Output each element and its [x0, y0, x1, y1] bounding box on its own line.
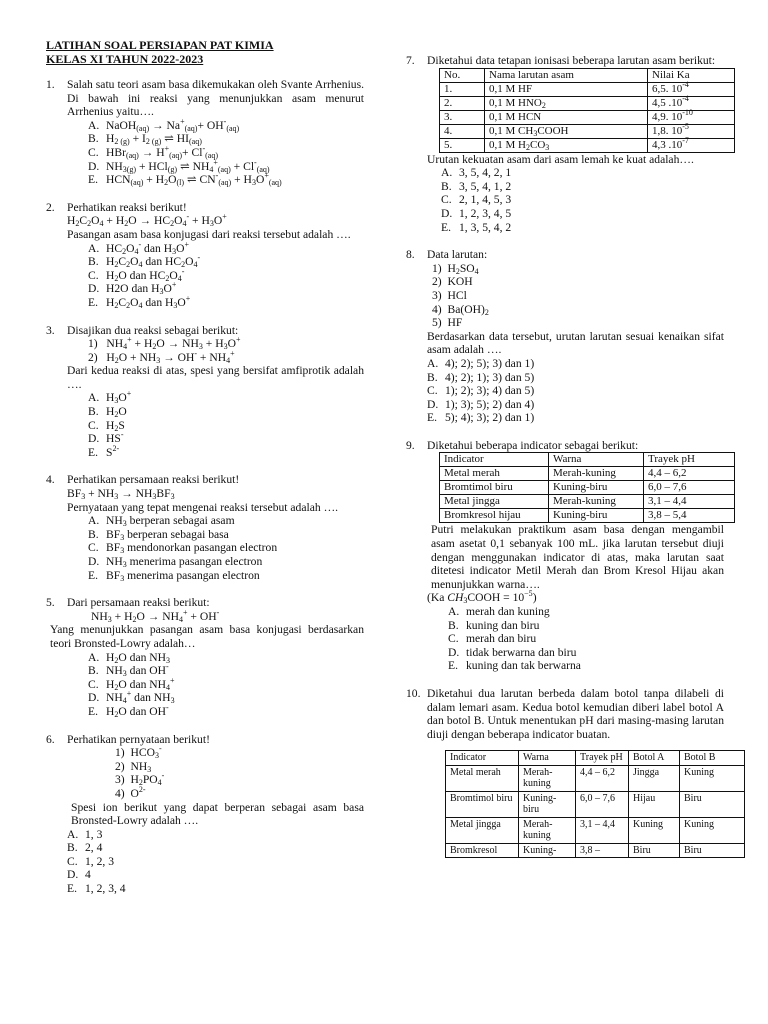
question-text: Diketahui beberapa indicator sebagai berikut: [427, 438, 639, 452]
option-c[interactable]: C. $BF_3$ mendonorkan pasangan electron [88, 541, 278, 556]
option-e[interactable]: E. $HCN_{(aq)} + H_2O_{(l)}$ ⇌ $CN^-_{(aq)} + H_3O^+_{(aq)}$ [88, 171, 282, 188]
table-header-row [440, 68, 735, 82]
option-d[interactable]: D. HS- [88, 430, 124, 446]
exam-title-line1: LATIHAN SOAL PERSIAPAN PAT KIMIA [46, 38, 274, 52]
option-a[interactable]: A. $HC_2O_4^-$ dan $H_3O^+$ [88, 239, 189, 256]
species-2: 2) $NH_3$ [115, 759, 152, 774]
option-e[interactable]: E. $H_2O$ dan OH- [88, 702, 169, 719]
question-prompt: Yang menunjukkan pasangan asam basa konjugasi berdasarkan teori Bronsted-Lowry adalah… [50, 623, 364, 650]
question-prompt: Pernyataan yang tepat mengenai reaksi tersebut adalah …. [67, 500, 339, 514]
table-row: 5. 0,1 M $H_2CO_3$ 4,3 $.10^{-7}$ [440, 138, 735, 152]
question-4 [46, 473, 364, 582]
table-row: 1. 0,1 M HF 6,5. $10^{-4}$ [440, 82, 735, 96]
option-d[interactable]: D. 1); 3); 5); 2) dan 4) [427, 397, 535, 411]
option-b[interactable]: B. 3, 5, 4, 1, 2 [441, 179, 512, 193]
question-prompt: Dari kedua reaksi di atas, spesi yang bersifat amfiprotik adalah …. [67, 364, 364, 391]
table-row: Bromtimol biru Kuning-biru 6,0 – 7,6 [440, 481, 735, 495]
solution-3: 3) HCl [432, 288, 467, 302]
table-row: Metal merah Merah-kuning 4,4 – 6,2 Jingga Kuning [446, 765, 745, 791]
option-e[interactable]: E. $S^{2-}$ [88, 443, 120, 459]
question-1 [46, 78, 364, 187]
question-text: Diketahui dua larutan berbeda dalam botol tanpa dilabeli di dalam lemari asam. Kedua botol kemudian diberi label botol A dan botol B. Untuk menentukan pH dari masing-masing larutan diuji dengan beberapa indicator buatan. [427, 687, 724, 741]
question-text: Salah satu teori asam basa dikemukakan oleh Svante Arrhenius. Di bawah ini reaksi yang menunjukkan asam menurut Arrhenius yaitu…. [67, 78, 364, 119]
reaction-list [88, 337, 364, 364]
option-a[interactable]: A. $H_3O^+$ [88, 389, 132, 406]
option-d[interactable]: D. H2O dan $H_3O^+$ [88, 280, 177, 297]
reaction-equation: $H_2C_2O_4 + H_2O \to HC_2O_4^- + H_3O^+$ [67, 212, 227, 229]
option-a[interactable]: A. 4); 2); 5); 3) dan 1) [427, 356, 535, 370]
question-10 [406, 687, 724, 858]
option-c[interactable]: C. 1); 2); 3); 4) dan 5) [427, 384, 535, 398]
question-3 [46, 324, 364, 460]
table-header: Nilai Ka [648, 68, 735, 82]
option-e[interactable]: E. 1, 2, 3, 4 [67, 882, 126, 896]
option-d[interactable]: D. 1, 2, 3, 4, 5 [441, 206, 512, 220]
indicator-bottle-table [445, 750, 745, 858]
indicator-table [439, 452, 735, 523]
species-1: 1) $HCO_3^-$ [115, 744, 162, 761]
option-d[interactable]: D. $NH_4^+$ dan $NH_3$ [88, 689, 175, 706]
option-b[interactable]: B. 4); 2); 1); 3) dan 5) [427, 370, 535, 384]
table-row: Metal jingga Merah-kuning 3,1 – 4,4 Kuning Kuning [446, 817, 745, 843]
option-a[interactable]: A. $NH_3$ berperan sebagai asam [88, 514, 235, 529]
question-8 [406, 248, 724, 425]
question-text: Dari persamaan reaksi berikut: [67, 596, 210, 610]
option-list [88, 514, 364, 582]
option-e[interactable]: E. $H_2C_2O_4$ dan $H_3O^+$ [88, 293, 191, 310]
option-b[interactable]: B. $BF_3$ berperan sebagai basa [88, 527, 229, 542]
option-a[interactable]: A. $H_2O$ dan $NH_3$ [88, 650, 171, 665]
option-d[interactable]: D. $NH_3$ menerima pasangan electron [88, 555, 263, 569]
option-d[interactable]: D. tidak berwarna dan biru [448, 645, 577, 659]
option-c[interactable]: C. $HBr_{(aq)} \to H^+_{(aq)}+ Cl^-_{(aq)}$ [88, 143, 218, 160]
option-list [88, 239, 364, 310]
question-number: 7. [406, 54, 415, 67]
table-header-row: Indicator Warna Trayek pH Botol A Botol B [446, 751, 745, 766]
table-row: 3. 0,1 M HCN 4,9. $10^{-10}$ [440, 110, 735, 124]
option-list [441, 166, 724, 234]
left-column [46, 38, 364, 910]
option-list [88, 116, 364, 188]
reaction-equation: $NH_3 + H_2O \to NH_4^+ + OH^-$ [91, 607, 220, 624]
table-row: Metal merah Merah-kuning 4,4 – 6,2 [440, 467, 735, 481]
option-d[interactable]: D. $NH_{3(g)} + HCl_{(g)}$ ⇌ $NH_4^+_{(aq)} + Cl^-_{(aq)}$ [88, 157, 270, 174]
question-5 [46, 596, 364, 718]
question-number: 3. [46, 323, 55, 337]
question-2 [46, 201, 364, 310]
solution-4: 4) $Ba(OH)_2$ [432, 302, 489, 317]
option-b[interactable]: B. $H_{2 (g)} + I_{2 (g)}$ ⇌ $HI_{(aq)}$ [88, 132, 202, 147]
question-text: Perhatikan persamaan reaksi berikut! [67, 473, 240, 487]
option-c[interactable]: C. $H_2S$ [88, 418, 125, 433]
solution-2: 2) KOH [432, 275, 473, 289]
reaction-2: 2) $H_2O + NH_3 \to OH^- + NH_4^+$ [88, 348, 235, 365]
solution-5: 5) HF [432, 316, 463, 330]
question-number: 5. [46, 596, 55, 610]
option-list [88, 651, 364, 719]
question-text: Disajikan dua reaksi sebagai berikut: [67, 323, 239, 337]
option-list [427, 357, 724, 425]
question-prompt: Urutan kekuatan asam dari asam lemah ke kuat adalah…. [427, 152, 694, 166]
question-number: 2. [46, 200, 55, 214]
question-text: Perhatikan reaksi berikut! [67, 200, 187, 214]
option-a[interactable]: A. 1, 3 [67, 827, 103, 841]
option-b[interactable]: B. $NH_3$ dan OH- [88, 662, 169, 679]
question-7 [406, 54, 724, 234]
table-row: 2. 0,1 M $HNO_2$ 4,5 $.10^{-4}$ [440, 96, 735, 110]
question-text: Data larutan: [427, 248, 488, 262]
question-number: 9. [406, 438, 415, 452]
option-d[interactable]: D. 4 [67, 868, 91, 882]
option-b[interactable]: B. 2, 4 [67, 841, 103, 855]
option-b[interactable]: B. kuning dan biru [448, 618, 540, 632]
ka-table [439, 68, 735, 153]
table-header: No. [440, 68, 485, 82]
question-prompt: Spesi ion berikut yang dapat berperan sebagai asam basa Bronsted-Lowry adalah …. [71, 800, 364, 828]
option-e[interactable]: E. kuning dan tak berwarna [448, 659, 581, 673]
table-row: Bromkresol hijau Kuning-biru 3,8 – 5,4 [440, 509, 735, 523]
reaction-equation: $BF_3 + NH_3 \to NH_3BF_3$ [67, 487, 175, 502]
solution-list [432, 262, 724, 330]
table-row: Bromkresol Kuning- 3,8 – Biru Biru [446, 843, 745, 858]
question-prompt: Putri melakukan praktikum asam basa dengan mengambil asam asetat 0,1 sebanyak 100 mL. jika larutan tersebut diuji dengan menggunakan indicator di atas, maka larutan saat ditetesi indicator Metil Merah dan Brom Kresol Hijau akan menunjukkan warna…. [431, 523, 724, 591]
option-c[interactable]: C. $H_2O$ dan $NH_4^+$ [88, 675, 175, 692]
question-number: 8. [406, 248, 415, 262]
option-e[interactable]: E. 5); 4); 3); 2) dan 1) [427, 411, 535, 425]
option-c[interactable]: C. merah dan biru [448, 632, 537, 646]
question-number: 1. [46, 78, 55, 91]
right-column [406, 54, 724, 858]
reaction-1: 1) $NH_4^+ + H_2O \to NH_3 + H_3O^+$ [88, 335, 241, 352]
option-a[interactable]: A. 3, 5, 4, 2, 1 [441, 166, 512, 180]
question-prompt: Berdasarkan data tersebut, urutan larutan sesuai kenaikan sifat asam adalah …. [427, 329, 724, 357]
species-4: 4) $O^{2-}$ [115, 784, 146, 800]
option-a[interactable]: A. merah dan kuning [448, 605, 550, 619]
option-c[interactable]: C. 2, 1, 4, 5, 3 [441, 193, 512, 207]
species-3: 3) $H_2PO_4^-$ [115, 771, 165, 788]
question-6 [46, 733, 364, 896]
table-header: Nama larutan asam [485, 68, 648, 82]
table-row: Bromtimol biru Kuning-biru 6,0 – 7,6 Hijau Biru [446, 791, 745, 817]
option-e[interactable]: E. 1, 3, 5, 4, 2 [441, 220, 512, 234]
question-text: Perhatikan pernyataan berikut! [67, 732, 210, 746]
exam-title-line2: KELAS XI TAHUN 2022-2023 [46, 52, 204, 66]
option-b[interactable]: B. $H_2C_2O_4$ dan $HC_2O_4^-$ [88, 253, 201, 270]
question-number: 6. [46, 732, 55, 746]
option-b[interactable]: B. $H_2O$ [88, 405, 127, 420]
option-list [448, 605, 724, 673]
solution-1: 1) $H_2SO_4$ [432, 261, 479, 276]
option-list [88, 391, 364, 459]
question-number: 4. [46, 473, 55, 487]
option-e[interactable]: E. $BF_3$ menerima pasangan electron [88, 568, 260, 583]
question-number: 10. [406, 687, 421, 700]
question-prompt: Pasangan asam basa konjugasi dari reaksi tersebut adalah …. [67, 227, 351, 241]
option-c[interactable]: C. $H_2O$ dan $HC_2O_4^-$ [88, 266, 185, 283]
option-list [67, 828, 364, 896]
ka-value: (Ka $CH_3COOH = 10^{-5}$) [427, 589, 537, 606]
question-9 [406, 439, 724, 673]
species-list [115, 746, 364, 800]
table-row: Metal jingga Merah-kuning 3,1 – 4,4 [440, 495, 735, 509]
option-c[interactable]: C. 1, 2, 3 [67, 854, 114, 868]
option-a[interactable]: A. NaOH$_{(aq)}$ → $Na^+_{(aq)}+ OH^-_{(aq)}$ [88, 116, 240, 133]
question-text: Diketahui data tetapan ionisasi beberapa larutan asam berikut: [427, 54, 716, 67]
table-header-row: Indicator Warna Trayek pH [440, 453, 735, 467]
table-row: 4. 0,1 M $CH_3COOH$ 1,8. $10^{-5}$ [440, 124, 735, 138]
